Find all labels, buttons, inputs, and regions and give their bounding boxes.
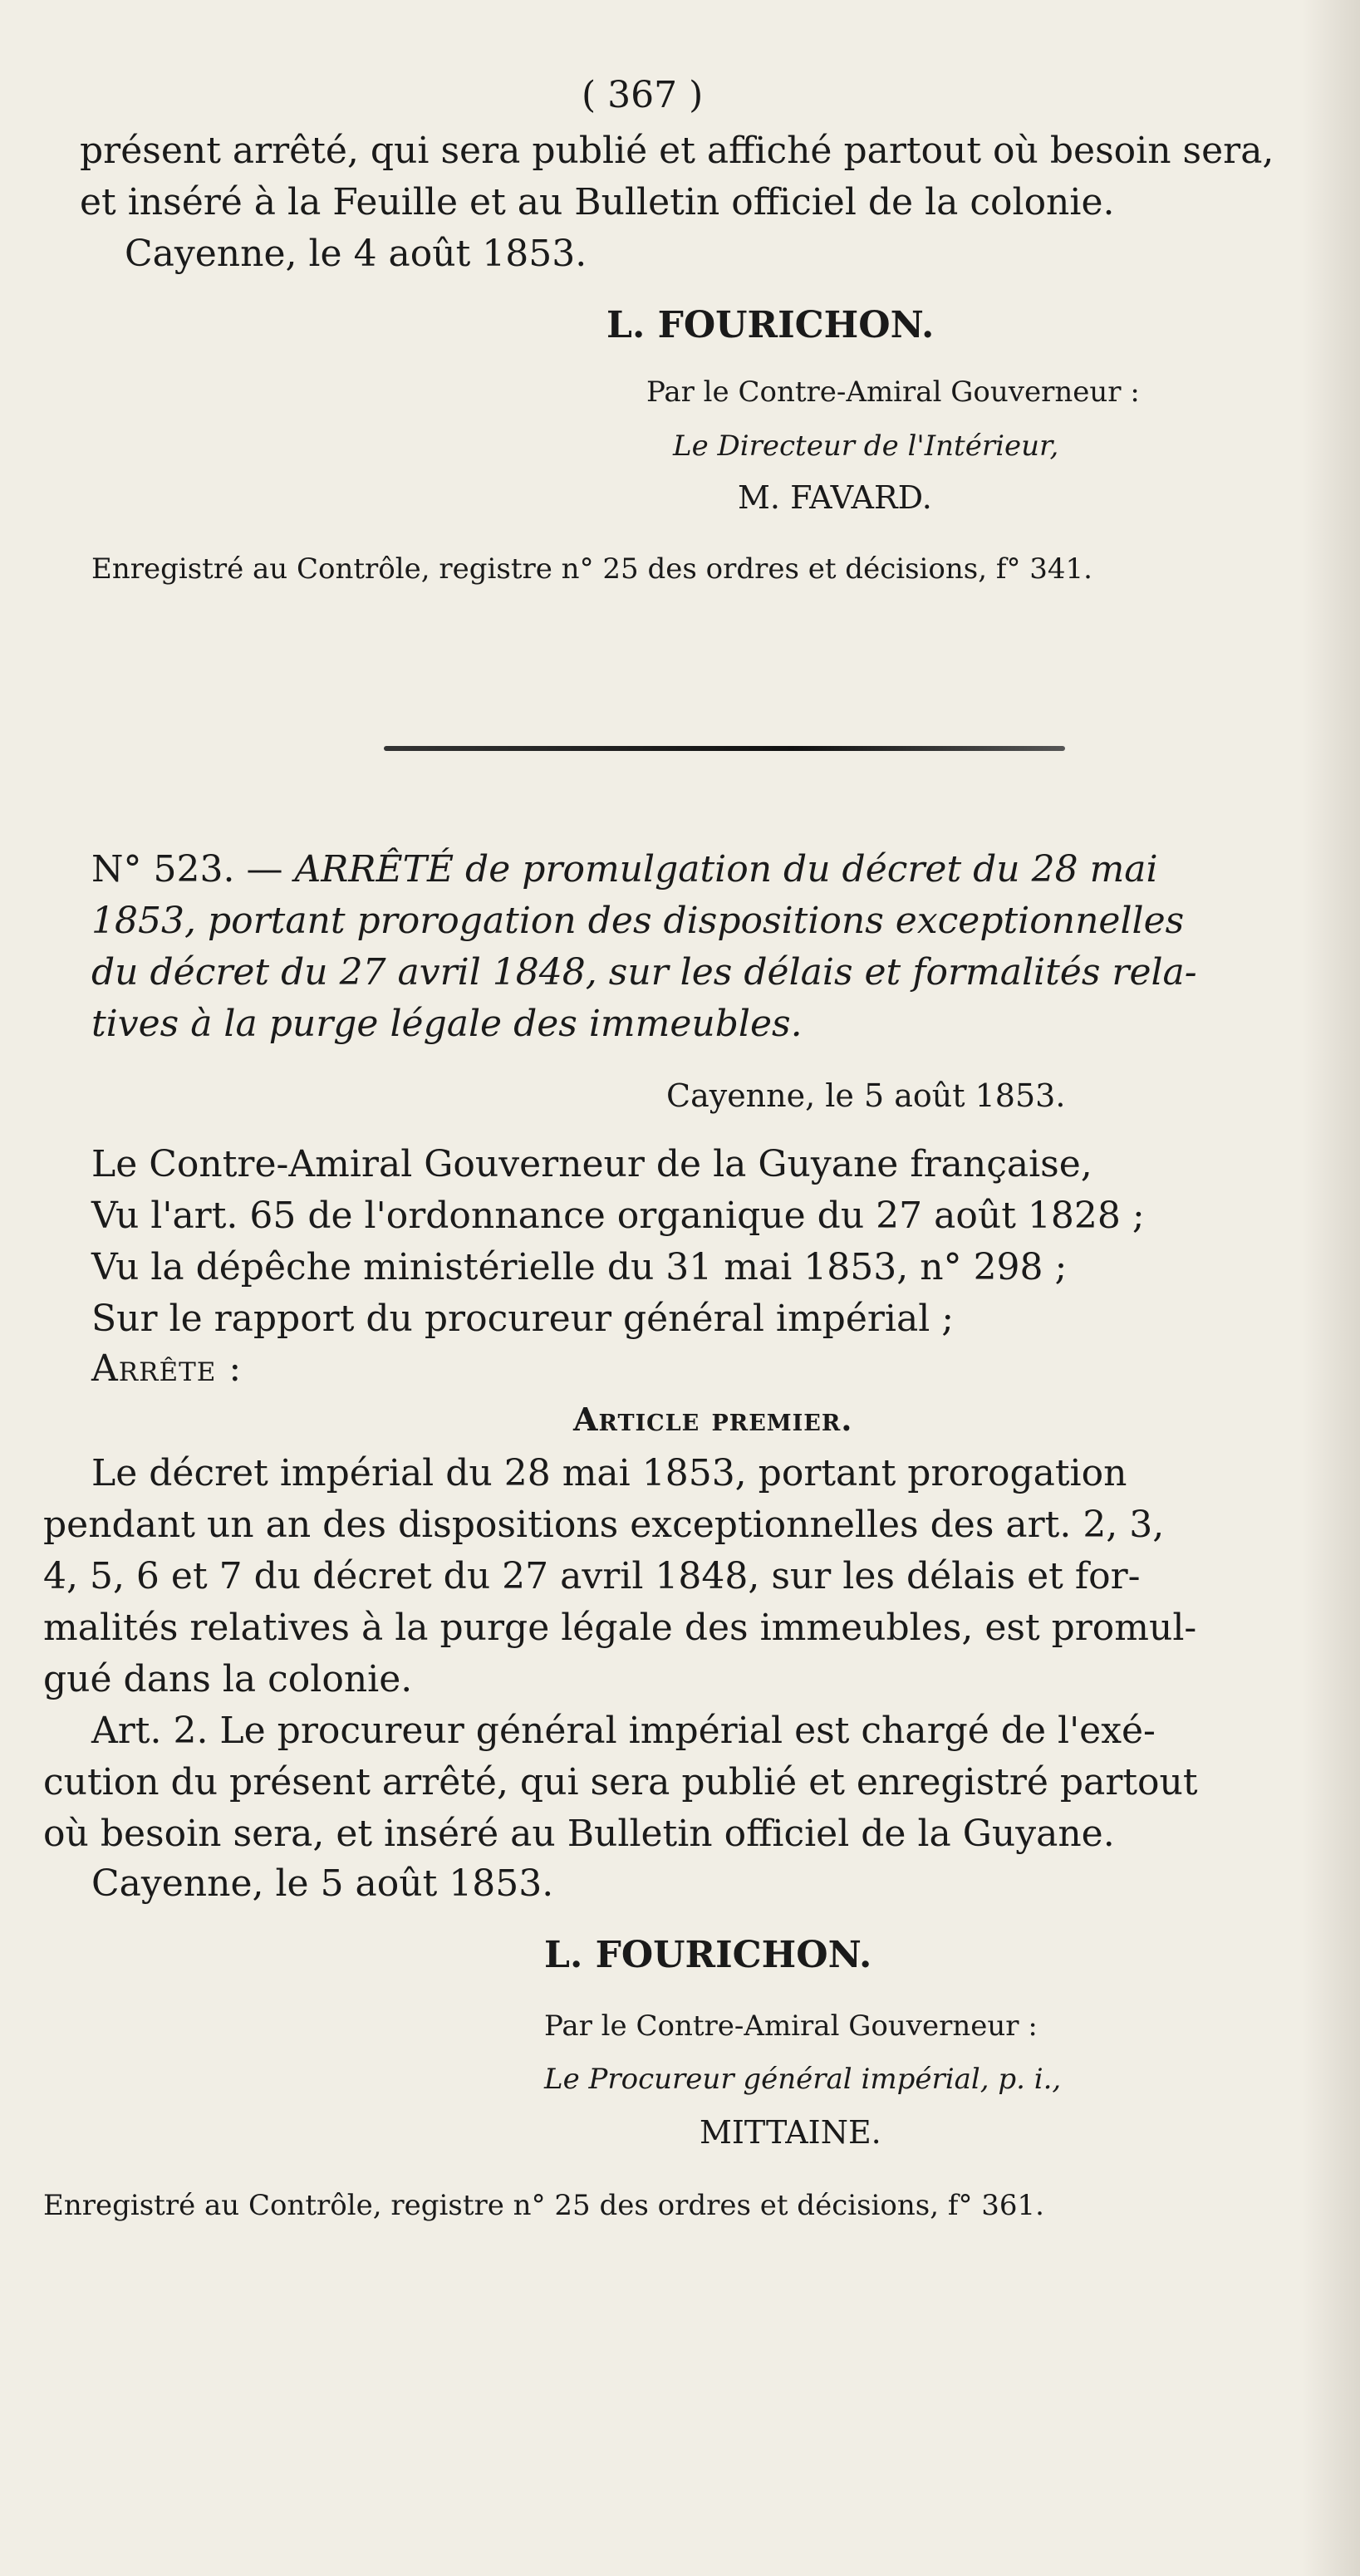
- arrete-date: Cayenne, le 5 août 1853.: [91, 1862, 554, 1905]
- arrete-title-line-3: du décret du 27 avril 1848, sur les délais et formalités rela-: [91, 951, 1197, 994]
- arrete-procureur: Le Procureur général impérial, p. i.,: [544, 2063, 1062, 2096]
- arrete-title-line-2: 1853, portant prorogation des dispositions exceptionnelles: [91, 900, 1185, 942]
- art1-line-4: malités relatives à la purge légale des immeubles, est promul-: [43, 1607, 1197, 1649]
- vu-line-1: Vu l'art. 65 de l'ordonnance organique du 27 août 1828 ;: [91, 1195, 1145, 1237]
- arrete-enregistre: Enregistré au Contrôle, registre n° 25 des ordres et décisions, f° 361.: [43, 2189, 1044, 2222]
- art2-line-3: où besoin sera, et inséré au Bulletin officiel de la Guyane.: [43, 1813, 1115, 1855]
- arrete-title-1: ARRÊTÉ de promulgation du décret du 28 mai: [294, 848, 1158, 891]
- rapport-line: Sur le rapport du procureur général impérial ;: [91, 1298, 955, 1340]
- art2-line-2: cution du présent arrêté, qui sera publié et enregistré partout: [43, 1761, 1198, 1803]
- top-paragraph-line-2: et inséré à la Feuille et au Bulletin officiel de la colonie.: [80, 181, 1115, 223]
- article-premier-heading: Article premier.: [573, 1401, 853, 1438]
- art1-line-3: 4, 5, 6 et 7 du décret du 27 avril 1848, sur les délais et for-: [43, 1555, 1141, 1597]
- top-favard: M. FAVARD.: [738, 479, 932, 516]
- arrete-intro: Le Contre-Amiral Gouverneur de la Guyane française,: [91, 1143, 1092, 1185]
- top-paragraph-line-1: présent arrêté, qui sera publié et affiché partout où besoin sera,: [80, 130, 1274, 172]
- arrete-place-date: Cayenne, le 5 août 1853.: [666, 1077, 1066, 1114]
- art1-line-5: gué dans la colonie.: [43, 1658, 413, 1700]
- arrete-heading-line-1: [91, 848, 1158, 891]
- top-directeur: Le Directeur de l'Intérieur,: [673, 429, 1059, 463]
- arrete-title-line-4: tives à la purge légale des immeubles.: [91, 1003, 803, 1045]
- art1-line-2: pendant un an des dispositions exceptionnelles des art. 2, 3,: [43, 1504, 1165, 1546]
- top-enregistre: Enregistré au Contrôle, registre n° 25 des ordres et décisions, f° 341.: [91, 552, 1092, 586]
- top-par-le: Par le Contre-Amiral Gouverneur :: [646, 375, 1140, 409]
- arrete-signature: L. FOURICHON.: [544, 1934, 872, 1976]
- section-divider: [384, 746, 1065, 751]
- art2-line-1: Art. 2. Le procureur général impérial est chargé de l'exé-: [91, 1710, 1156, 1752]
- arrete-par-le: Par le Contre-Amiral Gouverneur :: [544, 2009, 1038, 2043]
- page-number: ( 367 ): [582, 74, 704, 116]
- arrete-word: Arrête :: [91, 1347, 243, 1390]
- top-date: Cayenne, le 4 août 1853.: [125, 233, 587, 275]
- vu-line-2: Vu la dépêche ministérielle du 31 mai 1853, n° 298 ;: [91, 1246, 1068, 1288]
- art1-line-1: Le décret impérial du 28 mai 1853, portant prorogation: [91, 1452, 1127, 1494]
- top-signature: L. FOURICHON.: [606, 304, 935, 346]
- arrete-mittaine: MITTAINE.: [700, 2114, 881, 2151]
- arrete-number: N° 523. —: [91, 848, 283, 891]
